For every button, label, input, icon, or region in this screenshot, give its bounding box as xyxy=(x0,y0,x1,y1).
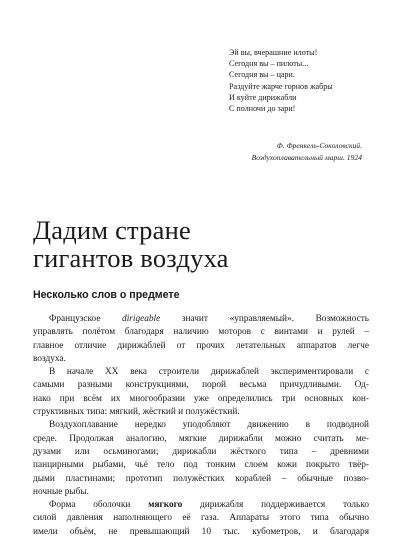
paragraph-4-line xyxy=(33,499,369,512)
chapter-title-line-1: Дадим стране xyxy=(33,215,191,245)
epigraph-line: Сегодня вы – цари. xyxy=(229,70,295,80)
epigraph xyxy=(229,47,369,114)
paragraph-1-line: главное отличие дирижаблей от прочих летательных аппаратов легче xyxy=(33,340,369,351)
text-run: Французское xyxy=(49,314,123,324)
paragraph-3-line: среде. Продолжая аналогию, мягкие дирижабли можно считать ме- xyxy=(33,433,369,444)
paragraph-3-line: панцирными рыбами, чьё тело под тонким слоем кожи покрыто твёр- xyxy=(33,460,369,471)
paragraph-3-line: дыми пластинами; прототип полужёстких кораблей – обычные позво- xyxy=(33,473,369,484)
paragraph-1-line: воздуха. xyxy=(33,353,66,364)
term-dirigeable: dirigeable xyxy=(122,314,161,324)
paragraph-2-line: нако при всём их многообразии уже определились три основных кон- xyxy=(33,393,369,404)
epigraph-line: И куйте дирижабли xyxy=(229,92,297,102)
epigraph-author: Ф. Френкель-Соколовский. xyxy=(276,141,362,150)
chapter-title-line-2: гигантов воздуха xyxy=(33,243,229,273)
text-run: значит «управляемый». Возможность xyxy=(160,314,369,324)
text-run: Форма оболочки xyxy=(49,500,149,511)
section-heading: Несколько слов о предмете xyxy=(33,289,180,301)
epigraph-line: С полночи до зари! xyxy=(229,104,296,114)
paragraph-4-line: силой давления наполняющего её газа. Аппараты этого типа обычно xyxy=(33,513,369,524)
paragraph-1-line: управлять полётом благодаря наличию моторов с винтами и рулей – xyxy=(33,327,369,338)
epigraph-line: Раздуйте жарче горнов жабры xyxy=(229,81,333,91)
paragraph-3-line: ночные рыбы. xyxy=(33,486,89,497)
paragraph-2-line: самыми разными конструкциями, порой весьма причудливыми. Од- xyxy=(33,380,369,391)
paragraph-4-line: имели объём, не превышающий 10 тыс. кубометров, и благодаря xyxy=(33,526,369,537)
text-run: дирижабля поддерживается только xyxy=(182,500,369,511)
chapter-title xyxy=(33,216,229,272)
paragraph-3-line: Воздухоплавание нередко уподобляют движению в подводной xyxy=(49,420,369,431)
term-soft: мягкого xyxy=(148,500,183,511)
epigraph-line: Сегодня вы – пилоты... xyxy=(229,59,309,69)
paragraph-2-line: структивных типа: мягкий, жёсткий и полужёсткий. xyxy=(33,407,240,418)
paragraph-3-line: дузами или осьминогами; дирижабли жёсткого типа – древними xyxy=(33,446,369,457)
paragraph-2-line: В начале XX века строители дирижаблей экспериментировали с xyxy=(49,367,369,378)
epigraph-attribution xyxy=(252,140,362,163)
epigraph-line: Эй вы, вчерашние илоты! xyxy=(229,48,318,57)
paragraph-1-line xyxy=(33,313,369,326)
body-text xyxy=(33,313,369,539)
epigraph-source: Воздухоплавательный марш. 1924 xyxy=(251,152,362,162)
